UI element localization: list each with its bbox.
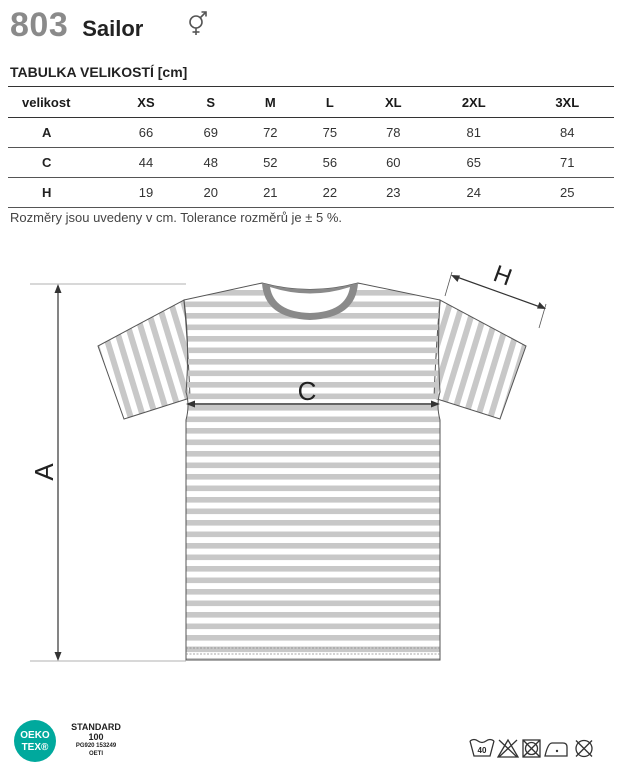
table-cell: 65: [427, 148, 520, 178]
care-symbols: [468, 736, 600, 760]
table-cell: 23: [360, 178, 427, 208]
shirt-body: [180, 283, 444, 663]
table-cell: 72: [241, 118, 301, 148]
header-cell: M: [241, 87, 301, 118]
oeko-logo-line2: TEX®: [21, 742, 49, 753]
table-cell: 48: [181, 148, 241, 178]
standard-label: STANDARD: [71, 722, 121, 732]
cert-code: PG920 153249: [75, 743, 117, 749]
size-table-title: TABULKA VELIKOSTÍ [cm]: [10, 64, 188, 80]
table-cell: 25: [520, 178, 614, 208]
label-c: C: [297, 376, 317, 406]
oeko-logo-line1: OEKO: [20, 730, 50, 741]
tolerance-note: Rozměry jsou uvedeny v cm. Tolerance rozměrů je ± 5 %.: [10, 210, 343, 225]
wash-40-icon: [470, 740, 494, 757]
table-row: [8, 148, 614, 178]
label-h: H: [489, 260, 516, 292]
table-cell: 56: [300, 148, 360, 178]
header-cell: velikost: [8, 87, 111, 118]
header-cell: 3XL: [520, 87, 614, 118]
right-sleeve: [434, 300, 526, 419]
header-cell: XS: [111, 87, 181, 118]
no-dry-clean-icon: [576, 741, 592, 757]
wash-temp: 40: [477, 746, 487, 755]
oeko-standard-text: [68, 722, 124, 758]
table-cell: 60: [360, 148, 427, 178]
table-cell: 78: [360, 118, 427, 148]
header-cell: 2XL: [427, 87, 520, 118]
table-cell: 84: [520, 118, 614, 148]
table-cell: 21: [241, 178, 301, 208]
product-header: [10, 6, 143, 45]
table-cell: 75: [300, 118, 360, 148]
table-row: [8, 118, 614, 148]
row-label: H: [8, 178, 111, 208]
table-row: [8, 178, 614, 208]
header-cell: L: [300, 87, 360, 118]
product-name: Sailor: [82, 16, 144, 41]
table-cell: 20: [181, 178, 241, 208]
cert-institute: OETI: [88, 751, 103, 757]
unisex-gender-icon: [186, 9, 210, 37]
standard-number: 100: [88, 732, 104, 742]
table-cell: 71: [520, 148, 614, 178]
row-label: A: [8, 118, 111, 148]
oeko-tex-logo: [12, 718, 64, 764]
left-sleeve: [98, 300, 190, 419]
tshirt-diagram: [0, 255, 625, 675]
table-cell: 22: [300, 178, 360, 208]
size-table-header-row: [8, 87, 614, 118]
row-label: C: [8, 148, 111, 178]
table-cell: 44: [111, 148, 181, 178]
size-table: [8, 86, 614, 208]
product-code: 803: [10, 6, 69, 44]
header-cell: XL: [360, 87, 427, 118]
table-cell: 24: [427, 178, 520, 208]
table-cell: 69: [181, 118, 241, 148]
table-cell: 81: [427, 118, 520, 148]
table-cell: 52: [241, 148, 301, 178]
label-a: A: [29, 463, 59, 481]
no-bleach-icon: [498, 740, 518, 757]
table-cell: 66: [111, 118, 181, 148]
header-cell: S: [181, 87, 241, 118]
iron-low-icon: [545, 743, 567, 756]
no-tumble-dry-icon: [523, 740, 540, 757]
table-cell: 19: [111, 178, 181, 208]
